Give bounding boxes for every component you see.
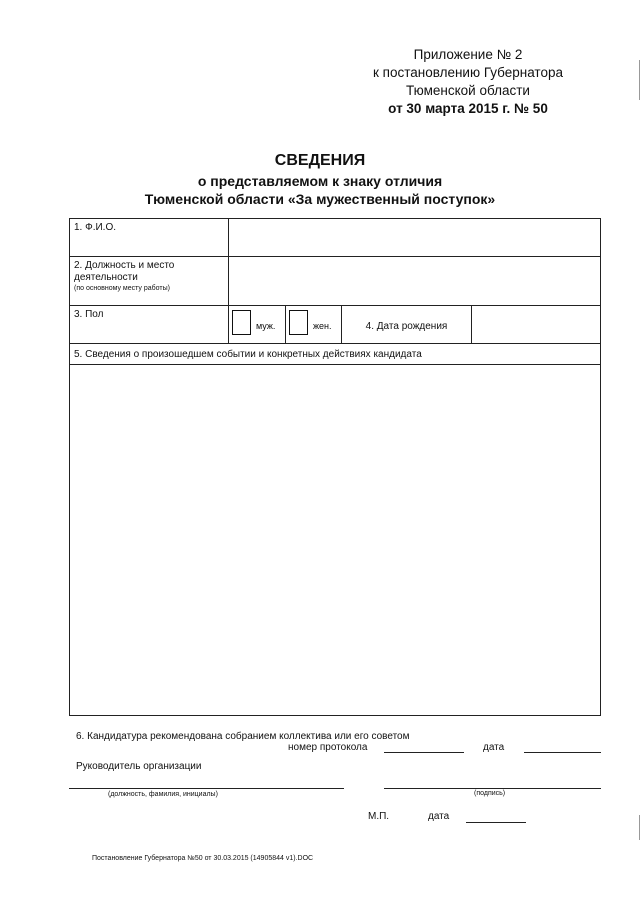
protocol-number-field[interactable] [384,738,464,753]
form-title: СВЕДЕНИЯ [274,152,366,169]
stamp-date-field[interactable] [466,808,526,823]
protocol-date-field[interactable] [524,738,601,753]
position-field[interactable] [228,256,601,306]
sex-label-cell [69,305,229,344]
protocol-label: номер протокола [288,742,368,753]
fio-label-cell [69,218,229,257]
head-position-field[interactable] [69,775,344,789]
stamp-date-label: дата [428,811,450,822]
fio-label: 1. Ф.И.О. [74,222,117,233]
appendix-header [358,46,578,118]
male-label: муж. [256,321,276,331]
male-checkbox[interactable] [232,310,251,335]
event-description-field[interactable] [69,364,601,716]
birth-label-cell [341,305,472,344]
form-subtitle-1: о представляемом к знаку отличия [197,173,443,189]
fio-field[interactable] [228,218,601,257]
signature-caption: (подпись) [474,790,506,797]
birth-label: 4. Дата рождения [365,321,448,332]
appendix-region: Тюменской области [406,83,530,98]
document-reference: Постановление Губернатора №50 от 30.03.2015 (14905844 v1).DOC [92,855,314,862]
appendix-ref: к постановлению Губернатора [373,65,563,80]
appendix-number: Приложение № 2 [413,47,523,62]
head-label: Руководитель организации [76,761,202,772]
birth-date-field[interactable] [471,305,601,344]
position-label: 2. Должность и место деятельности [74,260,175,283]
position-caption: (должность, фамилия, инициалы) [108,791,218,798]
position-note: (по основному месту работы) [74,285,170,292]
female-checkbox[interactable] [289,310,308,335]
recommend-text: 6. Кандидатура рекомендована собранием коллектива или его советом [76,731,410,742]
stamp-label: М.П. [368,811,390,822]
protocol-date-label: дата [483,742,505,753]
signature-field[interactable] [384,775,601,789]
appendix-date: от 30 марта 2015 г. № 50 [388,101,548,116]
event-label-cell [69,343,601,365]
sex-label: 3. Пол [74,309,104,320]
female-label: жен. [313,321,332,331]
event-label: 5. Сведения о произошедшем событии и конкретных действиях кандидата [74,349,422,360]
position-label-cell [69,256,229,306]
form-subtitle-2: Тюменской области «За мужественный поступок» [144,191,496,207]
